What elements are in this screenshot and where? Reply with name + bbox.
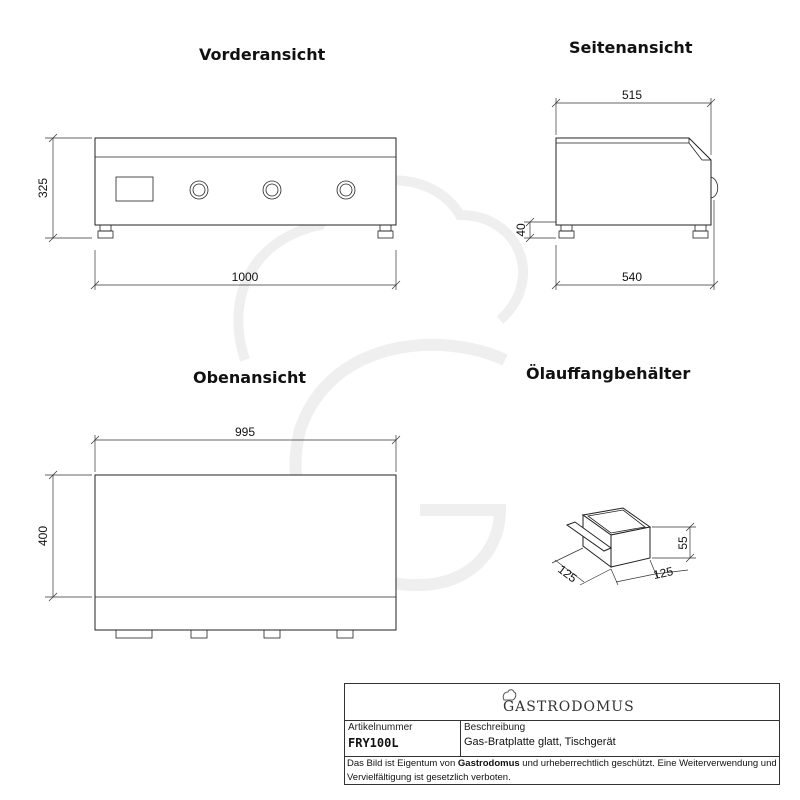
notice-pre: Das Bild ist Eigentum von [347,758,458,769]
side-foot-height-label: 40 [514,223,528,237]
top-width-label: 995 [234,425,256,439]
brand-row [345,684,779,721]
notice-brand: Gastrodomus [457,758,520,769]
article-label: Artikelnummer [348,722,413,733]
article-cell [345,720,461,757]
side-depth-top-label: 515 [621,88,643,102]
front-view-title: Vorderansicht [199,45,326,64]
description-value: Gas-Bratplatte glatt, Tischgerät [464,736,616,748]
tray-width-label: 125 [651,564,675,583]
top-depth-label: 400 [36,525,50,547]
top-view-title: Obenansicht [193,368,307,387]
description-cell [461,720,779,757]
front-height-label: 325 [36,177,50,199]
drip-tray-title: Ölauffangbehälter [526,364,691,383]
side-view-drawing [556,138,718,238]
brand-name: GASTRODOMUS [503,699,635,715]
description-label: Beschreibung [464,722,526,733]
front-width-label: 1000 [231,270,259,284]
side-depth-bottom-label: 540 [621,270,643,284]
info-box [344,683,780,785]
tray-depth-label: 125 [555,562,580,586]
front-view-drawing [95,138,396,238]
notice-post: und urheberrechtlich geschützt. Eine Weiterverwendung und Vervielfältigung ist gesetzlich verboten. [347,758,777,783]
side-view-title: Seitenansicht [569,38,693,57]
copyright-notice [347,757,777,785]
tray-height-label: 55 [676,536,690,550]
top-view-drawing [95,475,396,638]
drip-tray-drawing [567,508,650,567]
article-value: FRY100L [348,736,399,750]
